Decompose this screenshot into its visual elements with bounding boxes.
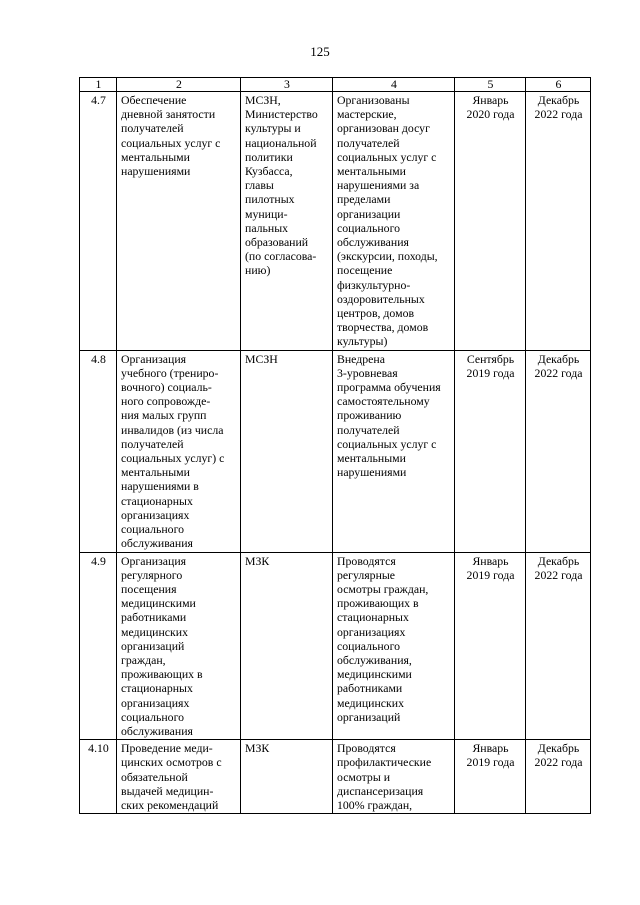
measure-cell: Организация регулярного посещения медицинскими работниками медицинских организаций граждан, проживающих в стационарных организациях социального обслуживания: [117, 552, 241, 740]
executor-cell: МСЗН, Министерство культуры и национальной политики Кузбасса, главы пилотных муници- пальных образований (по согласова- нию): [241, 92, 333, 351]
result-cell: Проводятся регулярные осмотры граждан, проживающих в стационарных организациях социального обслуживания, медицинскими работниками медицинских организаций: [333, 552, 455, 740]
executor-cell: МЗК: [241, 740, 333, 814]
item-number: 4.10: [80, 740, 117, 814]
table-row: [80, 552, 591, 740]
measure-cell: Проведение меди- цинских осмотров с обязательной выдачей медицин- ских рекомендаций: [117, 740, 241, 814]
executor-cell: МЗК: [241, 552, 333, 740]
table-header-row: [80, 78, 591, 92]
item-number: 4.7: [80, 92, 117, 351]
item-number: 4.8: [80, 350, 117, 552]
table-row: [80, 740, 591, 814]
column-header: 4: [333, 78, 455, 92]
column-header: 5: [455, 78, 526, 92]
activities-table: [79, 77, 591, 814]
result-cell: Внедрена 3-уровневая программа обучения самостоятельному проживанию получателей социальных услуг с ментальными нарушениями: [333, 350, 455, 552]
result-cell: Проводятся профилактические осмотры и диспансеризация 100% граждан,: [333, 740, 455, 814]
start-date-cell: Сентябрь 2019 года: [455, 350, 526, 552]
table-row: [80, 92, 591, 351]
start-date-cell: Январь 2019 года: [455, 740, 526, 814]
start-date-cell: Январь 2019 года: [455, 552, 526, 740]
measure-cell: Организация учебного (трениро- вочного) социаль- ного сопровожде- ния малых групп инвалидов (из числа получателей социальных услуг) с ментальными нарушениями в стационарных организациях социального обслуживания: [117, 350, 241, 552]
item-number: 4.9: [80, 552, 117, 740]
result-cell: Организованы мастерские, организован досуг получателей социальных услуг с ментальными нарушениями за пределами организации социального обслуживания (экскурсии, походы, посещение физкультурно- оздоровительных центров, домов творчества, домов культуры): [333, 92, 455, 351]
end-date-cell: Декабрь 2022 года: [526, 552, 591, 740]
column-header: 2: [117, 78, 241, 92]
column-header: 1: [80, 78, 117, 92]
start-date-cell: Январь 2020 года: [455, 92, 526, 351]
executor-cell: МСЗН: [241, 350, 333, 552]
table-row: [80, 350, 591, 552]
page-number: 125: [310, 44, 330, 59]
end-date-cell: Декабрь 2022 года: [526, 350, 591, 552]
end-date-cell: Декабрь 2022 года: [526, 92, 591, 351]
column-header: 3: [241, 78, 333, 92]
measure-cell: Обеспечение дневной занятости получателей социальных услуг с ментальными нарушениями: [117, 92, 241, 351]
column-header: 6: [526, 78, 591, 92]
end-date-cell: Декабрь 2022 года: [526, 740, 591, 814]
